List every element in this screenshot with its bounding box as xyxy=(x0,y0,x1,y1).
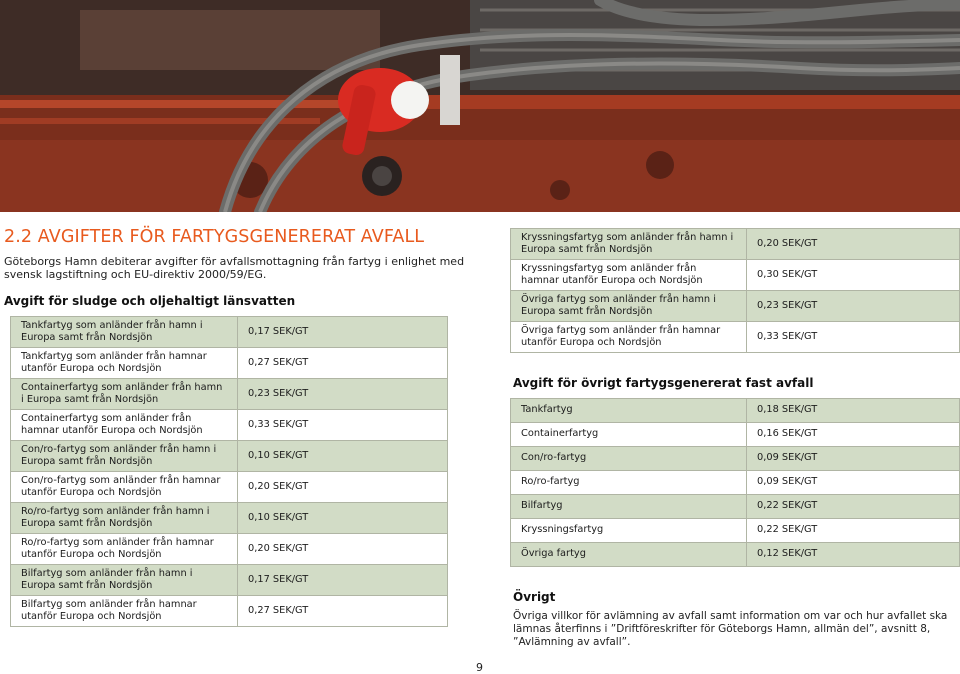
fee-value: 0,10 SEK/GT xyxy=(238,503,448,534)
fee-value: 0,23 SEK/GT xyxy=(238,379,448,410)
table-row xyxy=(511,399,960,423)
solid-waste-fee-title: Avgift för övrigt fartygsgenererat fast avfall xyxy=(513,376,814,390)
fee-value: 0,16 SEK/GT xyxy=(747,423,960,447)
vessel-category: Övriga fartyg xyxy=(511,543,747,567)
ship-deck-worker-illustration xyxy=(0,0,960,212)
fee-value: 0,20 SEK/GT xyxy=(747,229,960,260)
table-row xyxy=(511,447,960,471)
vessel-category: Ro/ro-fartyg xyxy=(511,471,747,495)
vessel-category: Övriga fartyg som anländer från hamn i Europa samt från Nordsjön xyxy=(511,291,747,322)
fee-value: 0,22 SEK/GT xyxy=(747,519,960,543)
table-row xyxy=(11,596,448,627)
vessel-category: Con/ro-fartyg som anländer från hamnar utanför Europa och Nordsjön xyxy=(11,472,238,503)
fee-value: 0,10 SEK/GT xyxy=(238,441,448,472)
sludge-fee-table-continued xyxy=(510,228,960,353)
vessel-category: Kryssningsfartyg som anländer från hamn i Europa samt från Nordsjön xyxy=(511,229,747,260)
table-row xyxy=(511,543,960,567)
page-number: 9 xyxy=(476,661,483,674)
fee-value: 0,22 SEK/GT xyxy=(747,495,960,519)
vessel-category: Bilfartyg som anländer från hamn i Europa samt från Nordsjön xyxy=(11,565,238,596)
table-row xyxy=(11,348,448,379)
table-row xyxy=(11,472,448,503)
table-row xyxy=(11,503,448,534)
fee-value: 0,09 SEK/GT xyxy=(747,471,960,495)
fee-value: 0,09 SEK/GT xyxy=(747,447,960,471)
table-row xyxy=(11,410,448,441)
section-heading: 2.2 AVGIFTER FÖR FARTYGSGENERERAT AVFALL xyxy=(4,227,425,247)
fee-value: 0,18 SEK/GT xyxy=(747,399,960,423)
table-row xyxy=(11,379,448,410)
sludge-fee-table xyxy=(10,316,448,627)
table-row xyxy=(511,322,960,353)
header-photo xyxy=(0,0,960,212)
table-row xyxy=(11,441,448,472)
table-row xyxy=(11,317,448,348)
fee-value: 0,33 SEK/GT xyxy=(238,410,448,441)
vessel-category: Containerfartyg som anländer från hamnar utanför Europa och Nordsjön xyxy=(11,410,238,441)
fee-value: 0,30 SEK/GT xyxy=(747,260,960,291)
intro-text: Göteborgs Hamn debiterar avgifter för avfallsmottagning från fartyg i enlighet med svensk lagstiftning och EU-direktiv 2000/59/EG. xyxy=(4,255,465,281)
fee-value: 0,12 SEK/GT xyxy=(747,543,960,567)
fee-value: 0,17 SEK/GT xyxy=(238,317,448,348)
vessel-category: Övriga fartyg som anländer från hamnar utanför Europa och Nordsjön xyxy=(511,322,747,353)
table-row xyxy=(11,534,448,565)
fee-value: 0,23 SEK/GT xyxy=(747,291,960,322)
vessel-category: Tankfartyg xyxy=(511,399,747,423)
fee-value: 0,27 SEK/GT xyxy=(238,596,448,627)
fee-value: 0,20 SEK/GT xyxy=(238,472,448,503)
vessel-category: Kryssningsfartyg xyxy=(511,519,747,543)
vessel-category: Bilfartyg xyxy=(511,495,747,519)
other-title: Övrigt xyxy=(513,590,556,604)
table-row xyxy=(511,471,960,495)
vessel-category: Ro/ro-fartyg som anländer från hamnar utanför Europa och Nordsjön xyxy=(11,534,238,565)
table-row xyxy=(11,565,448,596)
vessel-category: Con/ro-fartyg xyxy=(511,447,747,471)
table-row xyxy=(511,229,960,260)
vessel-category: Kryssningsfartyg som anländer från hamnar utanför Europa och Nordsjön xyxy=(511,260,747,291)
sludge-fee-title: Avgift för sludge och oljehaltigt länsvatten xyxy=(4,294,296,308)
table-row xyxy=(511,291,960,322)
vessel-category: Tankfartyg som anländer från hamn i Europa samt från Nordsjön xyxy=(11,317,238,348)
solid-waste-fee-table xyxy=(510,398,960,567)
vessel-category: Bilfartyg som anländer från hamnar utanför Europa och Nordsjön xyxy=(11,596,238,627)
vessel-category: Con/ro-fartyg som anländer från hamn i Europa samt från Nordsjön xyxy=(11,441,238,472)
fee-value: 0,33 SEK/GT xyxy=(747,322,960,353)
table-row xyxy=(511,423,960,447)
other-text: Övriga villkor för avlämning av avfall samt information om var och hur avfallet ska lämnas återfinns i ”Driftföreskrifter för Göteborgs Hamn, allmän del”, avsnitt 8, ”Avlämning av avfall”. xyxy=(513,610,948,648)
fee-value: 0,17 SEK/GT xyxy=(238,565,448,596)
vessel-category: Tankfartyg som anländer från hamnar utanför Europa och Nordsjön xyxy=(11,348,238,379)
table-row xyxy=(511,519,960,543)
fee-value: 0,20 SEK/GT xyxy=(238,534,448,565)
table-row xyxy=(511,260,960,291)
vessel-category: Ro/ro-fartyg som anländer från hamn i Europa samt från Nordsjön xyxy=(11,503,238,534)
fee-value: 0,27 SEK/GT xyxy=(238,348,448,379)
table-row xyxy=(511,495,960,519)
vessel-category: Containerfartyg som anländer från hamn i Europa samt från Nordsjön xyxy=(11,379,238,410)
vessel-category: Containerfartyg xyxy=(511,423,747,447)
